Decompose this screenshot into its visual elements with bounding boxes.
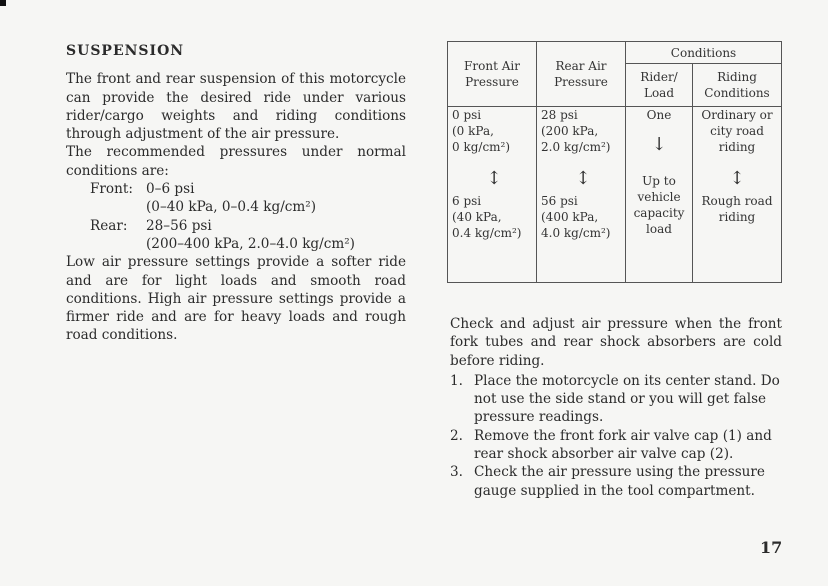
intro-paragraph: The front and rear suspension of this motorcycle can provide the desired ride under various rider/cargo weights and riding conditions through adjustment of the air pressure. <box>66 71 406 143</box>
section-heading: SUSPENSION <box>66 43 185 59</box>
double-arrow-icon: ↕ <box>729 168 745 190</box>
list-item <box>450 463 782 500</box>
riding-conditions-cell <box>693 107 782 283</box>
front-pressure-cell <box>448 107 537 283</box>
step-number: 1. <box>450 372 463 389</box>
load-low: One <box>646 108 672 123</box>
front-low-kpa: (0 kPa, <box>452 124 494 139</box>
front-range: 0–6 psi <box>146 181 195 198</box>
riding-high: Rough road riding <box>701 194 773 225</box>
table-header-row <box>448 42 782 64</box>
rear-high-psi: 56 psi <box>541 194 578 209</box>
step-text: Check the air pressure using the pressure gauge supplied in the tool compartment. <box>474 464 765 499</box>
instructions-intro: Check and adjust air pressure when the front fork tubes and rear shock absorbers are cold before riding. <box>450 316 782 369</box>
double-arrow-icon: ↕ <box>486 168 502 190</box>
down-arrow-icon: ↓ <box>651 134 667 156</box>
step-number: 3. <box>450 464 463 481</box>
corner-mark <box>0 0 6 6</box>
suspension-section <box>66 42 406 345</box>
steps-list <box>450 372 782 500</box>
header-conditions: Conditions <box>626 42 782 64</box>
list-item <box>450 372 782 427</box>
rear-range: 28–56 psi <box>146 217 212 234</box>
page-number: 17 <box>760 538 783 557</box>
rear-pressure-line <box>66 217 406 235</box>
list-item <box>450 427 782 464</box>
instructions-section <box>450 315 782 500</box>
low-high-paragraph: Low air pressure settings provide a softer ride and are for light loads and smooth road conditions. High air pressure settings provide a firmer ride and are for heavy loads and rough road conditions. <box>66 254 406 344</box>
front-high-kg: 0.4 kg/cm²) <box>452 226 522 241</box>
pressure-table <box>447 41 782 283</box>
step-text: Place the motorcycle on its center stand. Do not use the side stand or you will get false pressure readings. <box>474 372 780 426</box>
front-low-kg: 0 kg/cm²) <box>452 140 511 155</box>
front-low-psi: 0 psi <box>452 108 482 123</box>
rear-low-psi: 28 psi <box>541 108 578 123</box>
front-high-psi: 6 psi <box>452 194 482 209</box>
rear-low-kpa: (200 kPa, <box>541 124 599 139</box>
front-label: Front: <box>90 181 133 198</box>
rear-units: (200–400 kPa, 2.0–4.0 kg/cm²) <box>146 235 355 252</box>
header-front-air-pressure: Front Air Pressure <box>448 42 537 107</box>
step-text: Remove the front fork air valve cap (1) and rear shock absorber air valve cap (2). <box>474 427 772 463</box>
rear-high-kg: 4.0 kg/cm²) <box>541 226 611 241</box>
table-row <box>448 107 782 283</box>
rear-label: Rear: <box>90 217 128 234</box>
step-number: 2. <box>450 427 463 444</box>
load-high: Up to vehicle capacity load <box>633 174 685 237</box>
rear-high-kpa: (400 kPa, <box>541 210 599 225</box>
header-riding-conditions: Riding Conditions <box>693 64 782 107</box>
double-arrow-icon: ↕ <box>575 168 591 190</box>
rear-low-kg: 2.0 kg/cm²) <box>541 140 611 155</box>
header-rider-load: Rider/ Load <box>626 64 693 107</box>
header-rear-air-pressure: Rear Air Pressure <box>537 42 626 107</box>
rider-load-cell <box>626 107 693 283</box>
front-high-kpa: (40 kPa, <box>452 210 502 225</box>
recommended-text: The recommended pressures under normal conditions are: <box>66 144 406 179</box>
rear-pressure-cell <box>537 107 626 283</box>
front-units: (0–40 kPa, 0–0.4 kg/cm²) <box>146 199 317 216</box>
front-pressure-line <box>66 180 406 198</box>
riding-low: Ordinary or city road riding <box>701 108 773 155</box>
